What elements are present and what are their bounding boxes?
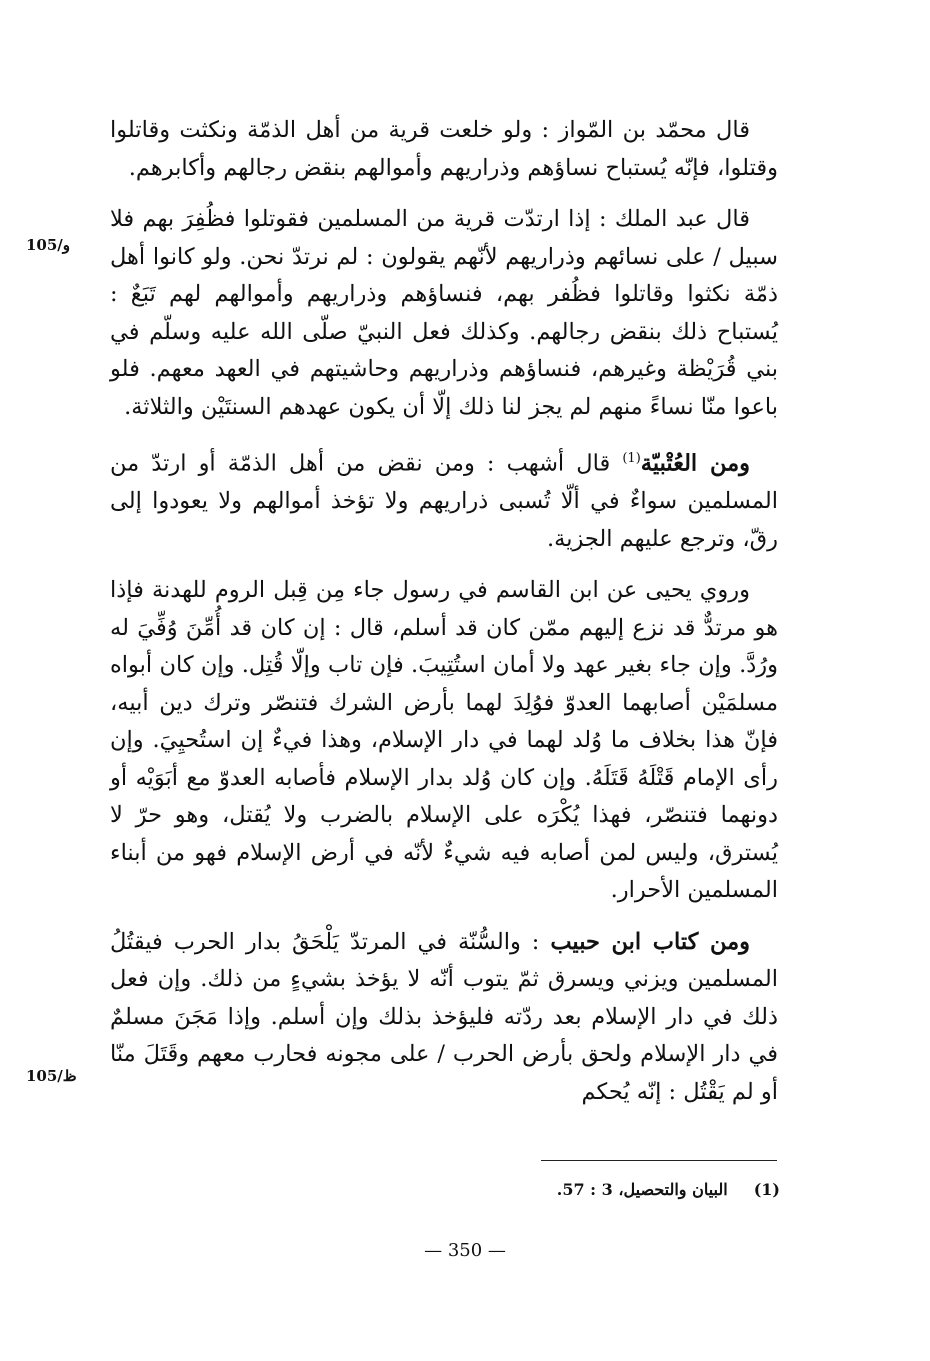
text-line: جاء بغير عهد ولا أمان استُتِيبَ. فإن تاب وإلّا قُتِل. وإن كان أبواه مسلمَيْن	[110, 652, 779, 716]
text-line: : والسُّنّة في المرتدّ يَلْحَقُ بدار الحرب فيقتُلُ المسلمين	[110, 928, 778, 992]
footnote-number: (1)	[753, 1180, 780, 1199]
text-line: فظُفر بهم، فنساؤهم وذراريهم وأموالهم لهم تَبَعٌ : يُستباح ذلك بنقض رجالهم.	[110, 281, 778, 345]
text-line: وكذلك فعل النبيّ صلّى الله عليه وسلّم في بني قُرَيْظة وغيرهم، فنساؤهم	[110, 318, 779, 382]
paragraph	[110, 572, 778, 910]
footnote	[557, 1180, 780, 1199]
text-line: سواءٌ في ألّا تُسبى ذراريهم ولا تؤخذ أموالهم ولا يعودوا إلى رقّ، وترجع عليهم الجزية.	[110, 488, 778, 552]
footnote-separator	[541, 1160, 777, 1161]
footnote-reference: (1)	[622, 451, 641, 466]
paragraph	[110, 924, 778, 1112]
text-line: وُلد لهما في دار الإسلام، وهذا فيءٌ إن استُحيِيَ. وإن رأى الإمام قَتْلَهُ قَتَلَهُ. وإن	[110, 727, 778, 791]
text-line: كان وُلد بدار الإسلام فأصابه العدوّ مع أبَوَيْه أو دونهما فتنصّر، فهذا يُكْرَه على	[110, 764, 778, 828]
paragraph	[110, 440, 778, 558]
margin-folio-marker: 105/و	[26, 236, 71, 254]
text-line: فإنّه يُستباح نساؤهم وذراريهم وأموالهم بنقض رجالهم وأكابرهم.	[128, 154, 710, 181]
text-line: أصابهما العدوّ فوُلِدَ لهما بأرض الشرك فتنصّر وترك دين أبيه، فإنّ هذا بخلاف ما	[110, 689, 778, 753]
paragraph	[110, 112, 778, 187]
margin-folio-marker: 105/ظ	[26, 1067, 77, 1085]
text-line: ولحق بأرض الحرب / على مجونه فحارب معهم وقَتَلَ منّا أو لم يَقْتُل : إنّه يُحكم	[110, 1041, 778, 1105]
text-line: قال أشهب : ومن نقض من أهل الذمّة أو ارتدّ من المسلمين	[110, 450, 779, 514]
text-line: مرتدٌّ قد نزع إليهم ممّن كان قد أسلم، قال : إن كان قد أُمِّنَ وُفِّيَ له ورُدَّ. وإن	[110, 614, 778, 678]
text-line: على نسائهم وذراريهم لأنّهم يقولون : لم نرتدّ نحن. ولو كانوا أهل ذمّة نكثوا وقاتلوا	[110, 243, 778, 307]
text-line: وروي يحيى عن ابن القاسم في رسول جاء مِن قِبل الروم للهدنة فإذا هو	[110, 577, 778, 641]
main-text-column	[110, 112, 778, 1125]
source-heading: ومن كتاب ابن حبيب	[550, 928, 750, 955]
text-line: وذراريهم وحاشيتهم في العهد معهم. فلو باعوا منّا نساءً منهم لم يجز لنا ذلك إلّا أن	[110, 356, 778, 420]
source-heading: ومن العُتْبيّة	[640, 450, 751, 477]
text-line: يكون عهدهم السنتَيْن والثلاثة.	[124, 393, 396, 420]
text-line: قال محمّد بن المّواز : ولو خلعت قرية من أهل الذمّة ونكثت وقاتلوا وقتلوا،	[110, 117, 778, 181]
text-line: ويزني ويسرق ثمّ يتوب أنّه لا يؤخذ بشيءٍ من ذلك. وإن فعل ذلك في دار	[110, 966, 779, 1030]
text-line: قال عبد الملك : إذا ارتدّت قرية من المسلمين فقوتلوا فظُفِرَ بهم فلا سبيل /	[110, 206, 778, 270]
footnote-text: البيان والتحصيل، 3 : 57.	[556, 1180, 728, 1199]
page-number: — 350 —	[424, 1240, 506, 1261]
text-line: الإسلام بعد ردّته فليؤخذ بذلك وإن أسلم. وإذا مَجَنَ مسلمٌ في دار الإسلام	[110, 1003, 778, 1067]
text-line: الإسلام بالضرب ولا يُقتل، وهو حرّ لا يُسترق، وليس لمن أصابه فيه شيءٌ لأنّه في	[110, 802, 779, 866]
text-line: أرض الإسلام فهو من أبناء المسلمين الأحرار.	[110, 839, 778, 903]
paragraph	[110, 201, 778, 426]
